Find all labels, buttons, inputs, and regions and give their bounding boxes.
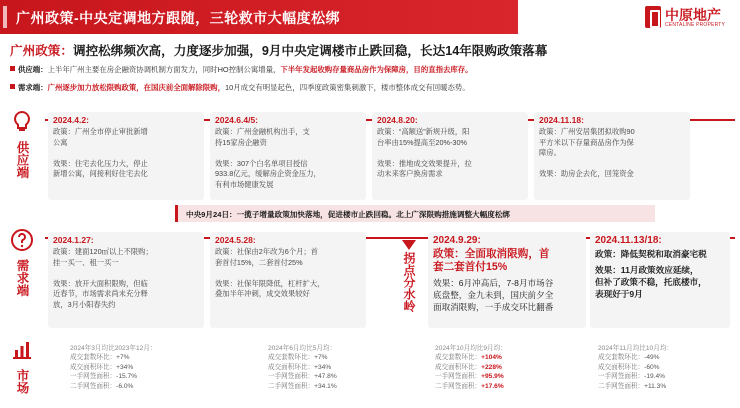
market-label: 成交套数环比： xyxy=(598,354,645,362)
card-text: 政策：建面120㎡以上不限购； 挂一买一、租一买一 效果：放开大面积限购，但临 近春节，市场需求尚未充分释 放，3月小阳春失约 xyxy=(53,247,153,309)
category-label: 需求端 xyxy=(15,259,29,297)
supply-card xyxy=(48,112,204,200)
question-icon xyxy=(10,228,34,252)
market-label: 二手网签面积： xyxy=(598,382,645,390)
demand-card xyxy=(590,232,730,328)
market-block xyxy=(598,344,673,391)
market-value: -19.4% xyxy=(644,373,666,381)
bullet-highlight: 广州逐步加力放松限购政策，在国庆前全面解除限购， xyxy=(47,83,225,92)
market-row xyxy=(70,382,157,391)
market-row xyxy=(268,372,337,381)
card-date: 2024.8.20: xyxy=(377,115,418,125)
bullet-demand xyxy=(10,82,735,93)
card-date: 2024.9.29: xyxy=(433,235,481,246)
card-text: 政策：广州金融机构出手，支 持15家房企融资 效果：307个白名单项目授信 933.8亿元，缓解房企资金压力， 有利市场健康发展 xyxy=(215,127,321,189)
market-value: -15.7% xyxy=(116,373,138,381)
arrow-down-icon xyxy=(402,240,416,250)
card-policy: 政策：全面取消限购，首 套二套首付15% xyxy=(433,248,550,273)
market-row xyxy=(70,372,157,381)
market-label: 成交套数环比： xyxy=(70,354,117,362)
category-label: 市场 xyxy=(15,369,29,394)
card-text: 政策：“高额送”新规升级，阳 台率由15%提高至20%-30% 效果：推地成交效果提升，拉 动未来客户换房需求 xyxy=(377,127,472,179)
market-value: +47.8% xyxy=(314,373,337,381)
market-label: 二手网签面积： xyxy=(268,382,315,390)
market-head: 2024年6月均比5月均： xyxy=(268,345,337,352)
supply-card xyxy=(210,112,366,200)
brand-name: 中原地产 xyxy=(665,7,721,23)
demand-card xyxy=(428,232,586,328)
demand-card xyxy=(210,232,366,328)
card-text: 政策：社保由2年改为6个月；首 套首付15%，二套首付25% 效果：社保年限降低，杠杆扩大， 叠加半年冲刺，成交效果较好 xyxy=(215,247,325,299)
market-label: 成交套数环比： xyxy=(435,354,482,362)
header-accent xyxy=(3,6,7,28)
market-row xyxy=(435,363,507,372)
card-date: 2024.11.13/18: xyxy=(595,235,662,246)
market-row xyxy=(598,363,673,372)
market-value: +11.3% xyxy=(644,382,667,390)
bullet-text: 10月成交有明显起色，四季度政策密集刺激下，楼市整体成交有回暖态势。 xyxy=(224,83,470,92)
brand-logo xyxy=(645,3,737,31)
turning-point-label: 拐点分水岭 xyxy=(402,252,416,312)
market-value: -6.0% xyxy=(116,382,134,390)
market-value: -60% xyxy=(644,363,660,371)
category-label: 供应端 xyxy=(15,141,29,179)
card-date: 2024.1.27: xyxy=(53,235,94,245)
market-value: +95.9% xyxy=(481,373,504,381)
subtitle-text: 调控松绑频次高，力度逐步加强，9月中央定调楼市止跌回稳，长达14年限购政策落幕 xyxy=(72,44,548,58)
market-head: 2024年10月均比9月均： xyxy=(435,345,507,352)
market-row xyxy=(70,363,157,372)
policy-banner: 中央9月24日：一揽子增量政策加快落地，促进楼市止跌回稳。北上广深限购措施调整大幅度松绑 xyxy=(175,205,655,222)
market-row xyxy=(598,372,673,381)
market-head: 2024年3月均比2023年12月： xyxy=(70,345,157,352)
market-row xyxy=(598,382,673,391)
market-block xyxy=(435,344,507,391)
market-row xyxy=(435,353,507,362)
card-text: 政策：广州全市停止审批新增 公寓 效果：住宅去化压力大，停止 新增公寓，间接利好住宅去化 xyxy=(53,127,148,179)
subtitle-prefix: 广州政策： xyxy=(10,44,73,58)
market-label: 成交面积环比： xyxy=(70,363,117,371)
bullet-label: 需求端： xyxy=(18,83,48,92)
lightbulb-icon xyxy=(10,110,34,134)
brand-mark-icon xyxy=(645,6,661,28)
bullet-highlight: 下半年发起收购存量商品房作为保障房，目的直指去库存。 xyxy=(280,65,473,74)
bullet-label: 供应端： xyxy=(18,65,48,74)
bullet-dot-icon xyxy=(10,66,15,71)
market-label: 一手网签面积： xyxy=(435,373,482,381)
market-label: 一手网签面积： xyxy=(268,373,315,381)
market-value: +7% xyxy=(314,354,328,362)
market-value: +17.6% xyxy=(481,382,504,390)
market-row xyxy=(435,382,507,391)
market-row xyxy=(268,382,337,391)
supply-card xyxy=(534,112,690,200)
category-market xyxy=(6,338,38,394)
market-row xyxy=(268,363,337,372)
card-date: 2024.4.2: xyxy=(53,115,89,125)
bullet-dot-icon xyxy=(10,84,15,89)
market-row xyxy=(598,353,673,362)
market-row xyxy=(70,353,157,362)
market-label: 成交面积环比： xyxy=(598,363,645,371)
chart-icon xyxy=(10,338,34,362)
market-value: +104% xyxy=(481,354,502,362)
card-date: 2024.6.4/5: xyxy=(215,115,259,125)
demand-card xyxy=(48,232,204,328)
card-date: 2024.5.28: xyxy=(215,235,256,245)
market-label: 二手网签面积： xyxy=(70,382,117,390)
market-label: 一手网签面积： xyxy=(598,373,645,381)
subtitle xyxy=(10,40,730,59)
market-row xyxy=(268,353,337,362)
supply-card xyxy=(372,112,528,200)
brand-name-en: CENTALINE PROPERTY xyxy=(665,22,726,28)
market-value: +34.1% xyxy=(314,382,337,390)
bullet-text: 上半年广州主要在房企融资协调机制方面发力，同时HO控制公寓增量， xyxy=(47,65,281,74)
market-block xyxy=(268,344,337,391)
bullet-supply xyxy=(10,64,735,75)
market-value: +34% xyxy=(116,363,134,371)
card-text: 政策：广州安居集团拟收购90 平方米以下存量商品房作为保 障房。 效果：助房企去化，回笼资金 xyxy=(539,127,635,179)
category-supply xyxy=(6,110,38,179)
card-effect: 效果：11月政策效应延续， 但补了政策不稳，托底楼市， 表现好于9月 xyxy=(595,265,707,299)
market-label: 二手网签面积： xyxy=(435,382,482,390)
card-effect: 效果：6月冲高后，7-8月市场谷 底盘整，金九未到，国庆前夕全 面取消限购，一手成交环比翻番 xyxy=(433,278,554,312)
card-policy: 政策：降低契税和取消豪宅税 xyxy=(595,249,707,259)
market-head: 2024年11月均比10月均： xyxy=(598,345,674,352)
market-label: 成交套数环比： xyxy=(268,354,315,362)
category-demand xyxy=(6,228,38,297)
market-label: 一手网签面积： xyxy=(70,373,117,381)
market-label: 成交面积环比： xyxy=(268,363,315,371)
market-value: +228% xyxy=(481,363,502,371)
market-label: 成交面积环比： xyxy=(435,363,482,371)
page-title: 广州政策-中央定调地方跟随，三轮救市大幅度松绑 xyxy=(16,10,341,26)
market-value: +7% xyxy=(116,354,130,362)
turning-point xyxy=(398,240,420,312)
market-row xyxy=(435,372,507,381)
market-value: -49% xyxy=(644,354,660,362)
market-block xyxy=(70,344,157,391)
market-value: +34% xyxy=(314,363,332,371)
card-date: 2024.11.18: xyxy=(539,115,584,125)
